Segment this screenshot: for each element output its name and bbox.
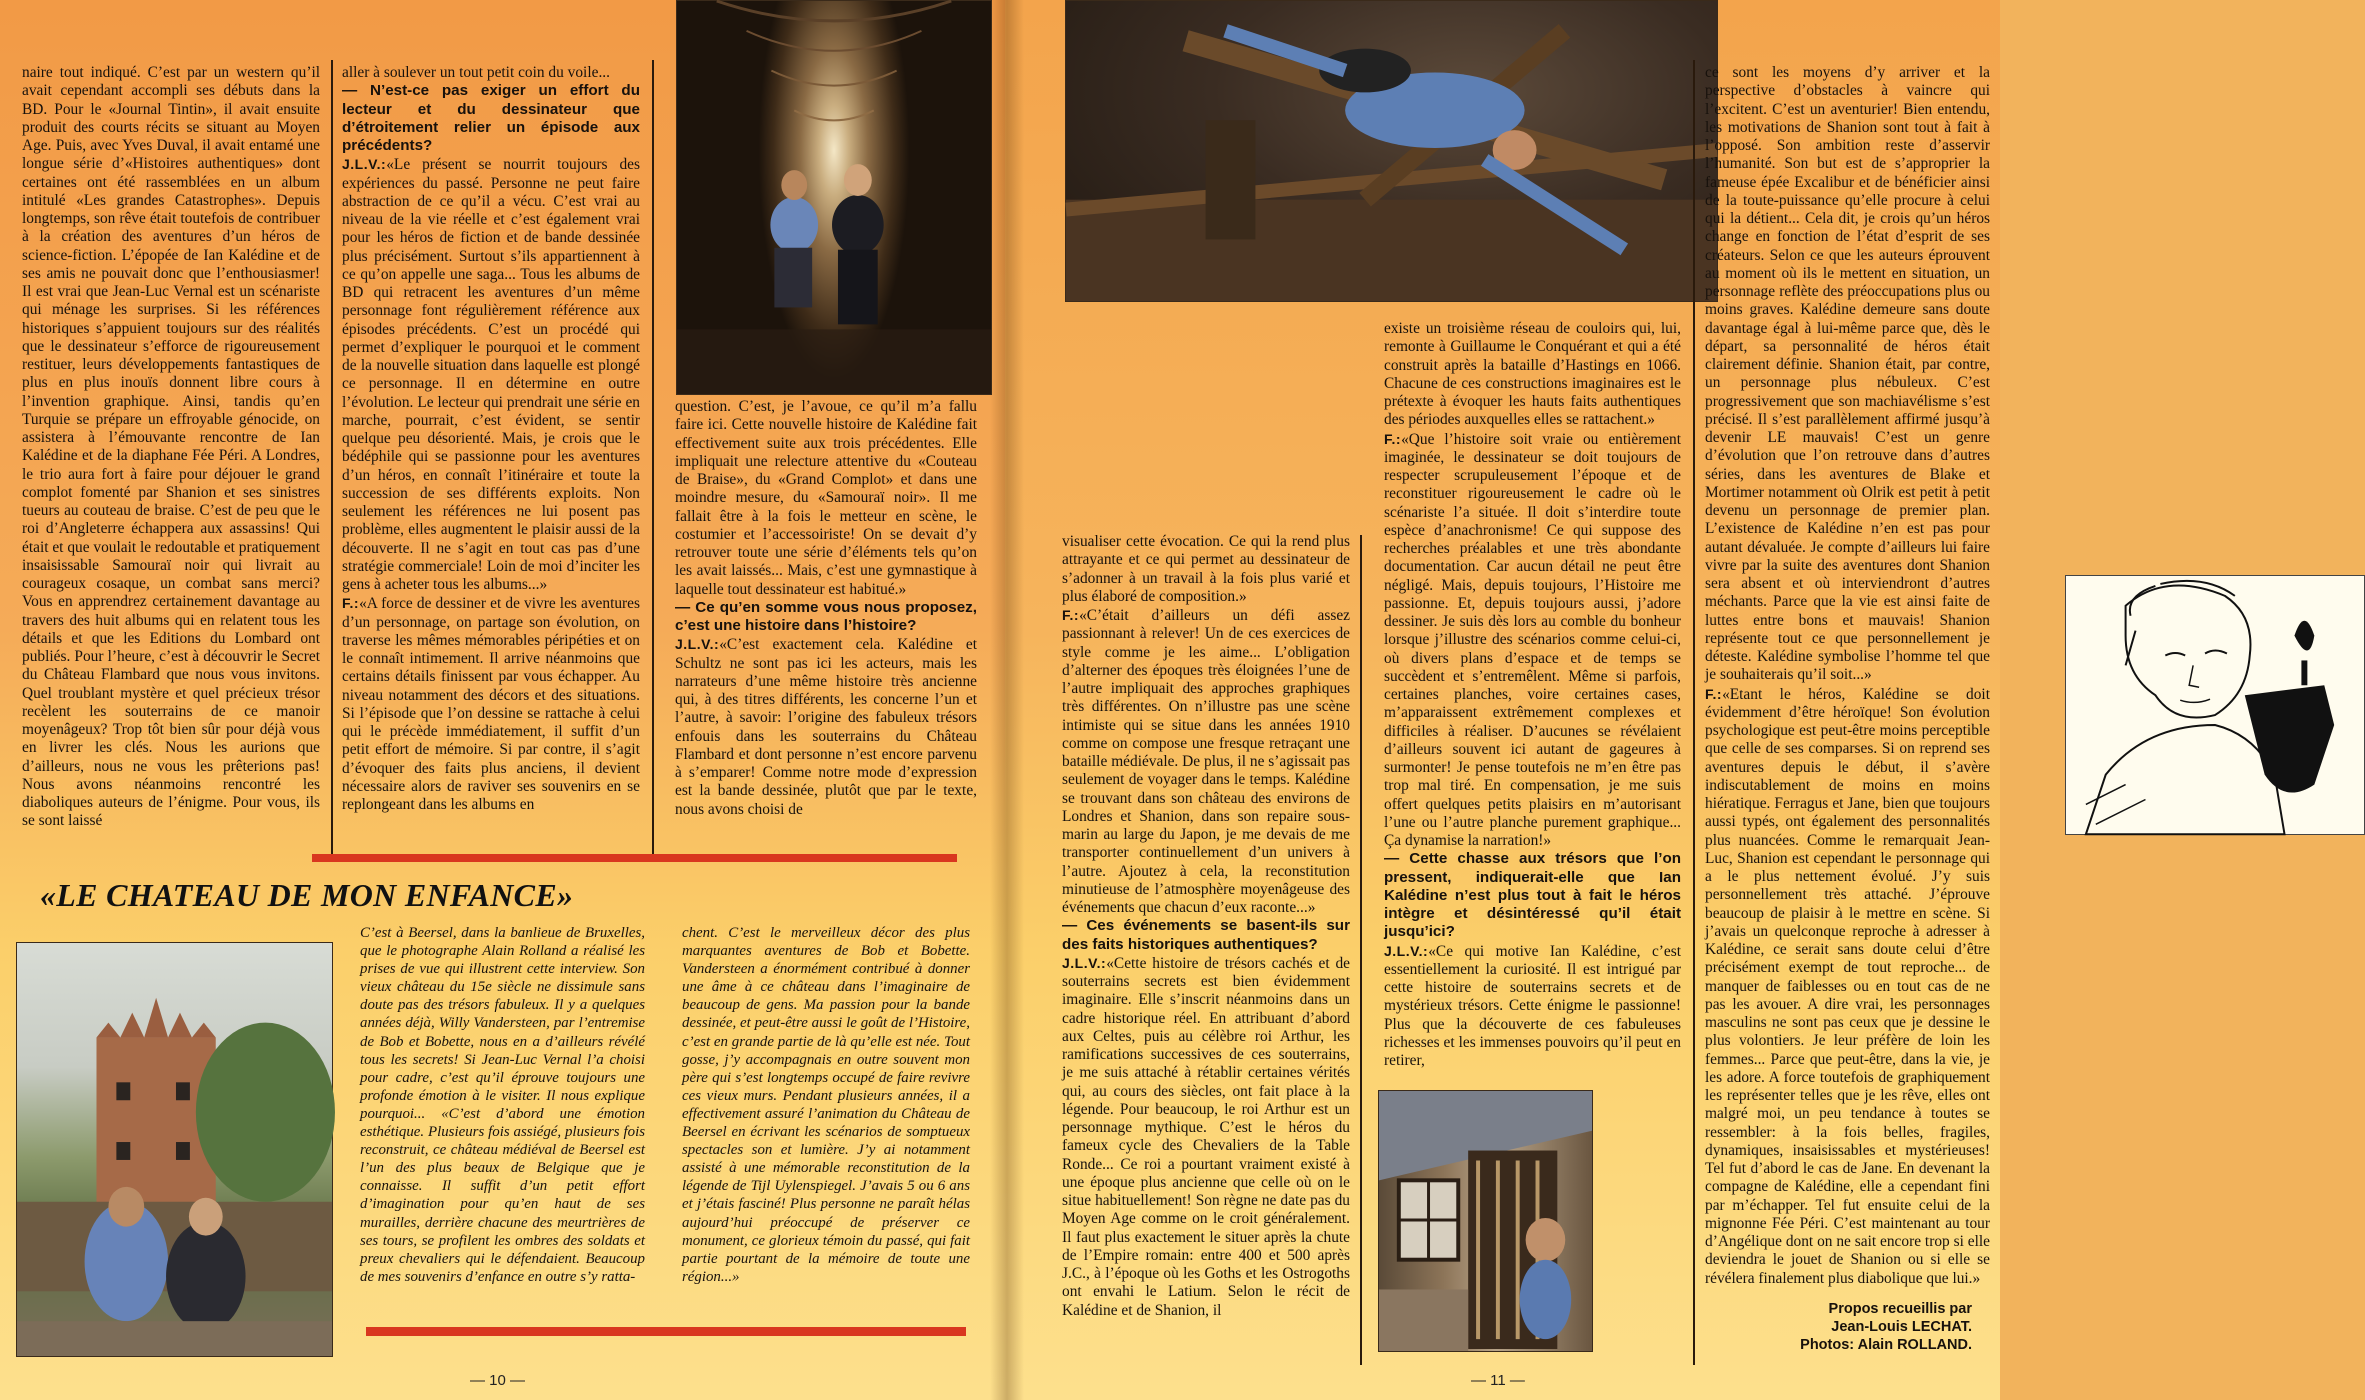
- text-paragraph: [1062, 606, 1350, 917]
- text-paragraph: [342, 155, 640, 594]
- speaker-label: J.L.V.:: [675, 636, 720, 653]
- question-paragraph: — N’est-ce pas exiger un effort du lecteur et du dessinateur que d’étroitement relier un épisode aux précédents?: [342, 82, 640, 154]
- box-text-1: C’est à Beersel, dans la banlieue de Bruxelles, que le photographe Alain Rolland a réalisé les prises de vue qui illustrent cette interview. Son vieux château du 15e siècle ne dissimule sans doute pas des trésors fabuleux. Il y a quelques années déjà, Willy Vandersteen, par l’entremise de Bob et Bobette, nous en a d’ailleurs révélé tous les secrets! Si Jean-Luc Vernal l’a choisi pour cadre, c’est qu’il éprouve toujours une profonde émotion à le visiter. Il nous explique pourquoi... «C’est d’abord une émotion esthétique. Plusieurs fois assiégé, plusieurs fois reconstruit, ce château médiéval de Beersel est l’un des plus beaux de Belgique que je connaisse. Il suffit d’un petit effort d’imagination pour qu’en haut de ses murailles, derrière chacune des meurtrières de ses tours, se profilent les ombres des soldats et preux chevaliers qui le défendaient. Beaucoup de mes souvenirs d’enfance en outre s’y ratta-: [360, 925, 645, 1285]
- column-rule: [652, 60, 654, 855]
- text-paragraph: [342, 594, 640, 814]
- credit-line: Jean-Louis LECHAT.: [1831, 1319, 1972, 1335]
- answer-text: «Etant le héros, Kalédine se doit évidemment d’être héroïque! Son évolution psychologique est peut-être moins perceptible que celle de ses comparses. Si on reprend ses aventures depuis le début, il s’avère indiscutablement de moins en moins hiératique. Ferragus et Jane, bien que toujours aussi typés, ont également des personnalités plus nuancées. Comme le remarquait Jean-Luc, Shanion est cependant le personnage qui a le plus nettement évolué. J’y suis personnellement très attaché. J’éprouve beaucoup de plaisir à le mettre en scène. Si j’avais un quelconque reproche à adresser à Kalédine, ce serait sans doute celui d’être précisément exempt de tout reproche... de manquer de faiblesses ou en tout cas de ne pas les avouer. A dire vrai, les personnages masculins ne sont pas ceux que je dessine le plus volontiers. Je leur préfère de loin les femmes... Parce que peut-être, dans la vie, je les adore. A force toutefois de graphiquement les représenter telles que je les rêve, elles ont malgré moi, un peu tendance à toutes se ressembler: à la fois belles, fragiles, dynamiques, insaisissables et mystérieuses! Tel fut d’abord le cas de Jane. En devenant la compagne de Kalédine, elle a cependant fini par m’échapper. Tel fut ensuite celui de la mignonne Fée Péri. C’est maintenant au tour d’Angélique dont on ne sait encore trop si elle deviendra le jouet de Shanion ou si elle se révélera finalement plus diabolique que lui.»: [1705, 685, 1990, 1287]
- answer-text: «A force de dessiner et de vivre les aventures d’un personnage, on partage son évolution, on traverse les mêmes mémorables péripéties et on le connaît intimement. Il arrive néanmoins que certains détails finissent par vous échapper. Au niveau notamment des décors et des situations. Si l’épisode que l’on dessine se rattache à celui qui le précède immédiatement, il suffit d’un petit effort de mémoire. Si par contre, il s’agit d’évoquer des faits plus anciens, il devient nécessaire alors de raviver ses souvenirs en se replongeant dans les albums en: [342, 595, 640, 813]
- text-paragraph: ce sont les moyens d’y arriver et la perspective d’obstacles à vaincre qui l’excitent. C’est un aventurier! Bien entendu, les motivations de Shanion sont tout à fait à l’opposé. Son ambition reste d’asservir l’humanité. Son but est de s’approprier la fameuse épée Excalibur et de bénéficier ainsi de la toute-puissance qu’elle procure à celui qui la détient... Cela dit, je crois qu’un héros change en fonction de l’état d’esprit de ses créateurs. Selon ce que les auteurs éprouvent au moment où ils le mettent en situation, un personnage reflète des préoccupations plus ou moins graves. Kalédine demeure sans doute davantage égal à lui-même parce que, dès le départ, sa personnalité de héros était clairement définie. Shanion était, par contre, un personnage plus nébuleux. C’est progressivement que son machiavélisme s’est précisé. Il s’est parallèlement affirmé jusqu’à devenir LE mauvais! C’est un genre d’évolution que l’on retrouve dans d’autres séries, dans les aventures de Blake et Mortimer notamment où Olrik est petit à petit devenu un personnage de premier plan. L’existence de Kalédine n’en est pas pour autant dévaluée. Je compte d’ailleurs lui faire vivre par la suite des aventures dont Shanion sera absent et où interviendront d’autres méchants. Parce que la vie est ainsi faite de luttes entre bons et mauvais! Shanion représente tout ce que personnellement je déteste. Kalédine symbolise l’homme tel que je souhaiterais qu’il soit...»: [1705, 64, 1990, 684]
- photo-castle: [16, 942, 333, 1357]
- sidebar-title: «LE CHATEAU DE MON ENFANCE»: [40, 877, 574, 913]
- page-right: [1005, 0, 2000, 1400]
- column-rule: [1693, 60, 1695, 1365]
- page-number-left: — 10 —: [470, 1372, 526, 1389]
- answer-text: «Le présent se nourrit toujours des expériences du passé. Personne ne peut faire abstraction de ce qu’il a vécu. C’est vrai au niveau de la vie réelle et c’est également vrai pour les héros de fiction et de bande dessinée plus précisément. Surtout s’ils appartiennent à ce qu’on appelle une saga... Tous les albums de BD qui retracent les aventures d’un même personnage font régulièrement référence aux épisodes précédents. C’est un procédé qui permet d’expliquer le pourquoi et le comment de la nouvelle situation dans laquelle est plongé ce personnage. Il en détermine en outre l’évolution. Le lecteur qui prendrait une série en marche, pourrait, c’est évident, se sentir quelque peu désorienté. Mais, je crois que le bédéphile qui se passionne pour les aventures d’un héros, en connaît l’itinéraire et toute la succession de ses différents exploits. Non seulement les références ne lui posent pas problème, elles augmentent le plaisir aussi de la découverte. Il ne s’agit en tout cas pas d’une stratégie commerciale! Loin de moi d’inciter les gens à acheter tous les albums...»: [342, 156, 640, 593]
- photo-tunnel: [676, 0, 992, 395]
- red-bar-top: [312, 854, 957, 862]
- text-paragraph: [1705, 685, 1990, 1288]
- kaledine-sketch: [2065, 575, 2365, 835]
- text-paragraph: question. C’est, je l’avoue, ce qu’il m’a fallu faire ici. Cette nouvelle histoire de Kalédine fait effectivement suite aux trois précédentes. Elle impliquait une relecture attentive du «Couteau de Braise», du «Grand Complot» et dans une moindre mesure, du «Samouraï noir». Il me fallait être à la fois le metteur en scène, le costumier et l’accessoiriste! On se devait d’y retrouver toute une série d’éléments tels qu’on les avait laissés... Mais, c’est une gymnastique à laquelle tout dessinateur est habitué.»: [675, 398, 977, 598]
- credits: [1800, 1300, 1972, 1354]
- answer-text: «C’est exactement cela. Kalédine et Schultz ne sont pas ici les acteurs, mais les narrateurs d’une même histoire très ancienne qui, à des titres différents, les concerne l’un et l’autre, à savoir: l’origine des fabuleux trésors enfouis dans les souterrains du Château Flambard et dont personne n’est encore parvenu à s’emparer! Comme notre mode d’expression est la bande dessinée, plutôt que par le texte, nous avons choisi de: [675, 636, 977, 818]
- speaker-label: J.L.V.:: [1384, 942, 1429, 959]
- red-bar-bottom: [366, 1327, 966, 1336]
- column-rule: [1360, 535, 1362, 1365]
- text-paragraph: [675, 635, 977, 819]
- answer-text: «Que l’histoire soit vraie ou entièrement imaginée, le dessinateur se doit toujours de respecter scrupuleusement l’époque et de reconstituer rigoureusement le cadre où le scénariste l’a située. Il doit s’interdire toute espèce d’anachronisme! Ce qui suppose des recherches préalables et une très abondante documentation. Car aucun détail ne peut être négligé. Mais, depuis toujours, l’Histoire me passionne. Et, depuis toujours aussi, j’adore dessiner. Je suis dès lors au comble du bonheur lorsque j’illustre des scénarios comme celui-ci, où divers plans d’espace et de temps se succèdent et s’entremêlent. Même si parfois, certaines planches, voire certaines cases, m’apparaissent extrêmement complexes et difficiles à réaliser. D’aucunes se révélaient d’ailleurs souvent ici autant de gageures à surmonter! Je pense toutefois ne m’en être pas trop mal tiré. En compensation, je me suis offert quelques petits plaisirs en m’autorisant l’une ou l’autre planche purement graphique... Ça dynamise la narration!»: [1384, 430, 1681, 849]
- column-rule: [331, 60, 333, 855]
- page-left: [0, 0, 1005, 1400]
- left-column-2: [342, 64, 640, 854]
- answer-text: «Ce qui motive Ian Kalédine, c’est essentiellement la curiosité. Il est intrigué par cette histoire de souterrains secrets et de mystérieux trésors. Cette énigme le passionne! Plus que la découverte de ces fabuleuses richesses et les immenses pouvoirs qu’il peut en retirer,: [1384, 942, 1681, 1069]
- text-paragraph: aller à soulever un tout petit coin du voile...: [342, 64, 610, 81]
- photo-rack: [1065, 0, 1718, 302]
- photo-window: [1378, 1090, 1593, 1352]
- text-paragraph: existe un troisième réseau de couloirs qui, lui, remonte à Guillaume le Conquérant et qui a été construit après la bataille d’Hastings en 1066. Chacune de ces constructions imaginaires est le prétexte à évoquer les hauts faits authentiques des périodes auxquelles elles se rattachent.»: [1384, 320, 1681, 429]
- question-paragraph: — Cette chasse aux trésors que l’on pressent, indiquerait-elle que Ian Kalédine n’est plus tout à fait le héros intègre et désintéressé qu’il était jusqu’ici?: [1384, 850, 1681, 941]
- text-paragraph: [1384, 942, 1681, 1071]
- speaker-label: F.:: [1705, 685, 1723, 702]
- box-text-2: chent. C’est le merveilleux décor des plus marquantes aventures de Bob et Bobette. Vandersteen a énormément contribué à donner une âme à ce château dans l’imaginaire de beaucoup de gens. Ma passion pour la bande dessinée, et peut-être aussi le goût de l’Histoire, c’est en grande partie de là qu’elle est née. Tout gosse, j’y accompagnais en outre souvent mon père qui s’est longtemps occupé de faire revivre ces vieux murs. Pendant plusieurs années, il a effectivement assuré l’animation du Château de Beersel en écrivant les scénarios de somptueux spectacles son et lumière. J’y ai notamment assisté à une mémorable reconstitution de la légende de Tijl Uylenspiegel. J’avais 5 ou 6 ans et j’étais fasciné! Plus personne ne paraît hélas aujourd’hui préoccupé de préserver ce monument, ce glorieux témoin du passé, qui fait partie pourtant de la mémoire de toute une région...»: [682, 925, 970, 1285]
- text-paragraph: [1384, 430, 1681, 851]
- right-column-3: [1705, 64, 1990, 1304]
- text-paragraph: [1062, 954, 1350, 1320]
- answer-text: «C’était d’ailleurs un défi assez passionnant à relever! Un de ces exercices de style comme je les aime... L’obligation d’alterner des époques très éloignées l’une de l’autre impliquait des approches graphiques très différentes. On n’illustre pas une scène intimiste qui se situe dans les années 1910 comme on compose une fresque retraçant une bataille médiévale. De plus, il ne s’agissait pas seulement de voyager dans le temps. Kalédine se trouvant dans son château des environs de Londres et Shanion, dans son repaire sous-marin au large du Japon, je me devais de me transporter continuellement d’un univers à l’autre. Ajoutez à cela, la reconstitution minutieuse de l’atmosphère moyenâgeuse des événements que chacun d’eux raconte...»: [1062, 607, 1350, 916]
- right-column-1: [1062, 533, 1350, 1365]
- credit-line: Photos: Alain ROLLAND.: [1800, 1337, 1972, 1353]
- text-paragraph: naire tout indiqué. C’est par un western qu’il avait cependant accompli ses débuts dans la BD. Pour le «Journal Tintin», il avait ensuite produit des courts récits se situant au Moyen Age. Puis, avec Yves Duval, il avait entamé une longue série d’«Histoires authentiques» dont certaines ont été rassemblées en un album intitulé «Les grandes Catastrophes». Depuis longtemps, son rêve était toutefois de contribuer à la création des aventures d’un héros de science-fiction. L’épopée de Ian Kalédine et de ses amis ne pouvait donc que l’enthousiasmer! Il est vrai que Jean-Luc Vernal est un scénariste qui ménage les surprises. Si les références historiques s’appuient toujours sur des réalités que le dessinateur s’efforce de rigoureusement restituer, leurs développements fantastiques de plus en plus inouïs donnent libre cours à l’invention graphique. Ainsi, tandis qu’en Turquie se prépare un effroyable génocide, on assistera à l’émouvante rencontre de Ian Kalédine et de la diaphane Fée Péri. A Londres, le trio aura fort à faire pour déjouer le grand complot fomenté par Shanion et ses sinistres tueurs au couteau de braise. C’est de peu que le roi d’Angleterre échappera aux assassins! Qui était et que voulait le redoutable et pratiquement insaisissable Samouraï noir qui livrait au courageux cosaque, un combat sans merci? Vous en apprendrez certainement davantage au travers des huit albums qui en relatent tous les détails et que les Editions du Lombard ont publiés. Pour l’heure, c’est à découvrir le Secret du Château Flambard que nous vous invitons. Quel troublant mystère et quel précieux trésor recèlent les souterrains de ce manoir moyenâgeux? Trop tôt bien sûr pour déjà vous en livrer les clés. Nous les aurions que d’ailleurs, nous ne vous les prêterions pas! Nous avons néanmoins rencontré les diaboliques auteurs de l’énigme. Pour vous, ils se sont laissé: [22, 64, 320, 830]
- speaker-label: J.L.V.:: [342, 156, 387, 173]
- text-paragraph: visualiser cette évocation. Ce qui la rend plus attrayante et ce qui permet au dessinateur de s’adonner à un travail à la fois plus varié et plus élaboré de composition.»: [1062, 533, 1350, 605]
- speaker-label: J.L.V.:: [1062, 954, 1107, 971]
- question-paragraph: — Ces événements se basent-ils sur des faits historiques authentiques?: [1062, 917, 1350, 953]
- credit-line: Propos recueillis par: [1828, 1301, 1972, 1317]
- speaker-label: F.:: [1384, 430, 1402, 447]
- page-number-right: — 11 —: [1471, 1372, 1525, 1389]
- left-column-3: [675, 398, 977, 854]
- speaker-label: F.:: [342, 595, 360, 612]
- question-paragraph: — Ce qu’en somme vous nous proposez, c’est une histoire dans l’histoire?: [675, 598, 977, 634]
- speaker-label: F.:: [1062, 607, 1080, 623]
- right-column-2: [1384, 320, 1681, 1069]
- answer-text: «Cette histoire de trésors cachés et de souterrains secrets est bien évidemment imaginaire. Elle s’inscrit néanmoins dans un cadre historique réel. En attribuant d’abord aux Celtes, puis au célèbre roi Arthur, les ramifications successives de ces souterrains, je me suis attaché à rétablir certaines vérités qui, au cours des siècles, ont fait place à la légende. Pour beaucoup, le roi Arthur est un personnage mythique. C’est le héros du fameux cycle des Chevaliers de la Table Ronde... Ce roi a pourtant vraiment existé à une époque plus ancienne que celle où on le situe habituellement! Son règne ne date pas du Moyen Age comme on le croit généralement. Il faut plus exactement le situer après la chute de l’Empire romain: entre 400 et 500 après J.C., à l’époque où les Goths et les Ostrogoths ont envahi le Latium. Selon le récit de Kalédine et de Shanion, il: [1062, 954, 1350, 1319]
- left-column-1: [22, 64, 320, 854]
